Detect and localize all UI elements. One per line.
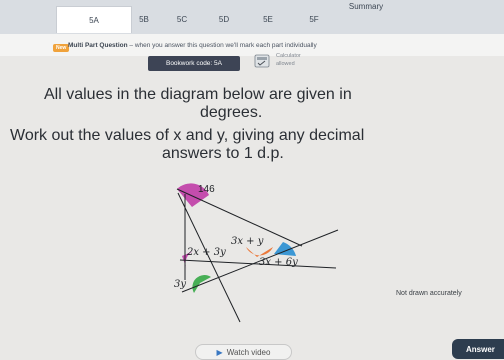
question-line-4: answers to 1 d.p. — [162, 145, 284, 162]
bookwork-code: Bookwork code: 5A — [148, 56, 240, 71]
label-2x-plus-3y: 2x + 3y — [187, 247, 226, 258]
tab-5b[interactable]: 5B — [139, 14, 149, 24]
tab-5d[interactable]: 5D — [218, 14, 230, 24]
watch-video-label: Watch video — [226, 347, 271, 357]
angle-marker-3x-plus-y — [246, 247, 273, 257]
label-3y: 3y — [174, 279, 187, 290]
answer-button[interactable]: Answer — [452, 339, 504, 359]
mpq-description: – when you answer this question we'll mark each part individually — [129, 42, 317, 49]
not-drawn-accurately-note: Not drawn accurately — [396, 290, 462, 297]
label-3x-plus-6y: 3x + 6y — [259, 257, 298, 268]
tab-5a[interactable]: 5A — [56, 6, 132, 33]
label-3x-plus-y: 3x + y — [231, 236, 264, 247]
question-line-1: All values in the diagram below are given in — [44, 86, 352, 103]
watch-video-button[interactable] — [195, 344, 292, 360]
calculator-allowed: Calculator allowed — [276, 53, 301, 67]
tab-5e[interactable]: 5E — [263, 14, 273, 24]
tab-5f[interactable]: 5F — [309, 14, 319, 24]
question-line-2: degrees. — [200, 104, 263, 121]
label-146: 146 — [198, 184, 215, 195]
tab-summary[interactable]: Summary — [348, 1, 384, 11]
new-badge: New — [53, 44, 69, 52]
tab-5c[interactable]: 5C — [176, 14, 188, 24]
question-line-3: Work out the values of x and y, giving any decimal — [10, 127, 365, 144]
line-middle — [180, 260, 336, 268]
mpq-title: Multi Part Question — [68, 42, 128, 49]
play-icon: ▶ — [216, 347, 223, 357]
